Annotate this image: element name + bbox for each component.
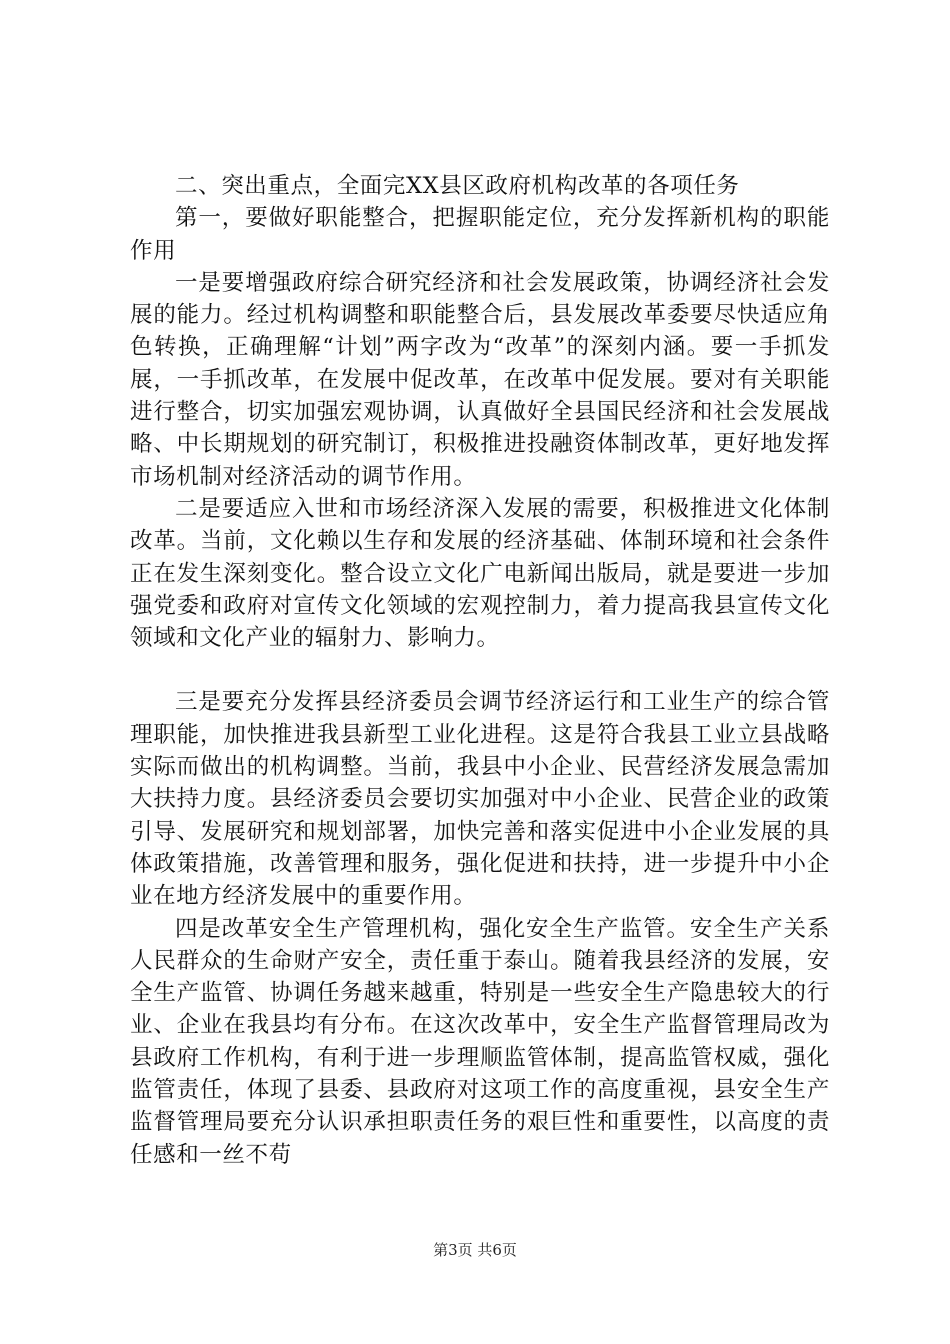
paragraph-item-3: 三是要充分发挥县经济委员会调节经济运行和工业生产的综合管理职能，加快推进我县新型工业化进程。这是符合我县工业立县战略实际而做出的机构调整。当前，我县中小企业、民营经济发展急需加大扶持力度。县经济委员会要切实加强对中小企业、民营企业的政策引导、发展研究和规划部署，加快完善和落实促进中小企业发展的具体政策措施，改善管理和服务，强化促进和扶持，进一步提升中小企业在地方经济发展中的重要作用。 <box>130 689 830 910</box>
paragraph-item-4: 四是改革安全生产管理机构，强化安全生产监管。安全生产关系人民群众的生命财产安全，责任重于泰山。随着我县经济的发展，安全生产监管、协调任务越来越重，特别是一些安全生产隐患较大的行业、企业在我县均有分布。在这次改革中，安全生产监督管理局改为县政府工作机构，有利于进一步理顺监管体制，提高监管权威，强化监管责任，体现了县委、县政府对这项工作的高度重视，县安全生产监督管理局要充分认识承担职责任务的艰巨性和重要性，以高度的责任感和一丝不苟 <box>130 915 830 1168</box>
paragraph-item-1: 一是要增强政府综合研究经济和社会发展政策，协调经济社会发展的能力。经过机构调整和职能整合后，县发展改革委要尽快适应角色转换，正确理解“计划”两字改为“改革”的深刻内涵。要一手抓发展，一手抓改革，在发展中促改革，在改革中促发展。要对有关职能进行整合，切实加强宏观协调，认真做好全县国民经济和社会发展战略、中长期规划的研究制订，积极推进投融资体制改革，更好地发挥市场机制对经济活动的调节作用。 <box>130 269 830 490</box>
page-number-footer: 第3页 共6页 <box>433 1241 517 1259</box>
section-heading: 二、突出重点，全面完XX县区政府机构改革的各项任务 <box>175 173 740 199</box>
paragraph-item-2: 二是要适应入世和市场经济深入发展的需要，积极推进文化体制改革。当前，文化赖以生存和发展的经济基础、体制环境和社会条件正在发生深刻变化。整合设立文化广电新闻出版局，就是要进一步加强党委和政府对宣传文化领域的宏观控制力，着力提高我县宣传文化领域和文化产业的辐射力、影响力。 <box>130 495 830 652</box>
subsection-heading: 第一，要做好职能整合，把握职能定位，充分发挥新机构的职能作用 <box>130 205 830 264</box>
document-body <box>130 170 830 1171</box>
